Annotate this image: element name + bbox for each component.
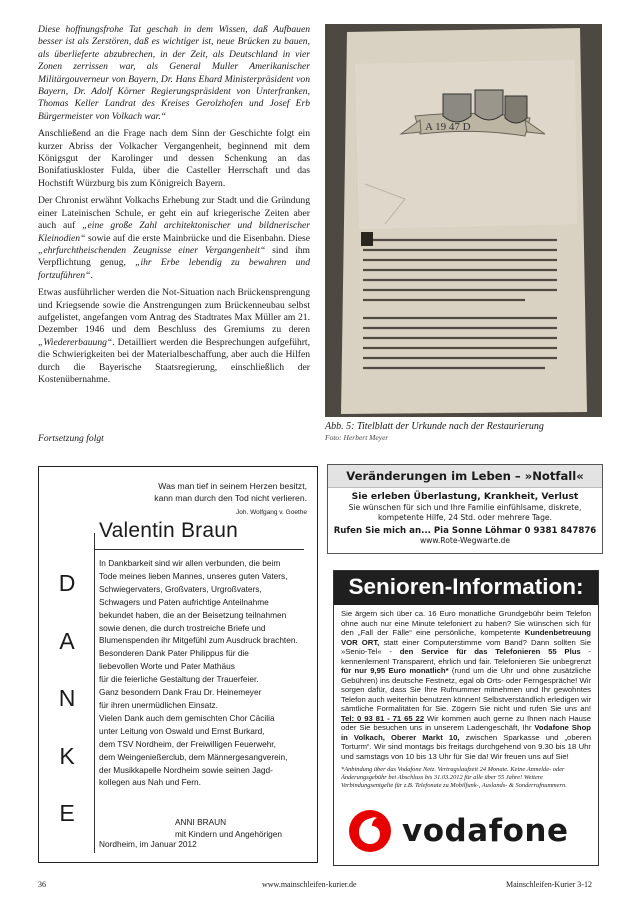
photo-caption: Abb. 5: Titelblatt der Urkunde nach der Restaurierung bbox=[325, 421, 544, 432]
bold-run: Vodafone Shop in Volkach, Oberer Markt 10, bbox=[341, 723, 591, 742]
vodafone-wordmark: vodafone bbox=[402, 813, 569, 849]
text-line: Besonderen Dank Pater Philippus für die bbox=[99, 648, 249, 659]
ad-senioren-headline: Senioren-Information: bbox=[334, 571, 598, 605]
continued-note: Fortsetzung folgt bbox=[38, 433, 104, 444]
danke-letters bbox=[55, 570, 79, 858]
text-run: sind ihm Verpflichtung genug, bbox=[38, 244, 310, 269]
obituary-notice bbox=[38, 466, 318, 863]
danke-letter: E bbox=[59, 800, 75, 826]
article-paragraph-1: Anschließend an die Frage nach dem Sinn der Geschichte folgt ein kurzer Abriss der Volkacher Vergangenheit, beginnend mit dem Königsgut der Karolinger und dessen Schenkung an das Bonifatiuskloster Fulda, über die Casteller Herrschaft und das Hochstift Würzburg bis zum Königreich Bayern. bbox=[38, 128, 310, 189]
text-line: Blumenspenden ihr Mitgefühl zum Ausdruck brachten. bbox=[99, 635, 298, 646]
text-line: unter Leitung von Oswald und Ernst Burkard, bbox=[99, 725, 265, 736]
footer-issue: Mainschleifen-Kurier 3-12 bbox=[506, 880, 592, 889]
vodafone-speechmark-icon bbox=[348, 809, 392, 853]
text-line: dem Weingeniеßerclub, dem Männergesangverein, bbox=[99, 751, 288, 762]
danke-letter: D bbox=[58, 570, 76, 596]
divider-horizontal bbox=[94, 549, 304, 550]
article-paragraph-3 bbox=[38, 287, 310, 386]
ad-senioren bbox=[333, 570, 599, 866]
bold-run: für nur 9,95 Euro monatlich* bbox=[341, 666, 449, 675]
text-line: Vielen Dank auch dem gemischten Chor Cäcilia bbox=[99, 712, 275, 723]
danke-letter: K bbox=[59, 742, 75, 769]
text-line: Tode meines lieben Mannes, unseres guten Vaters, bbox=[99, 570, 288, 581]
text-line: bekundet haben, die an der Beisetzung teilnahmen bbox=[99, 609, 287, 620]
photo-credit: Foto: Herbert Meyer bbox=[325, 433, 389, 442]
signer-name: ANNI BRAUN bbox=[175, 817, 227, 827]
document-photo bbox=[325, 24, 602, 417]
bold-run: Kundenbetreuung VOR ORT, bbox=[341, 628, 591, 647]
ad-notfall-subhead: Sie erleben Überlastung, Krankheit, Verlust bbox=[351, 491, 579, 502]
text-run: Wir kommen auch gerne zu Ihnen nach Hause oder Sie besuchen uns in unserem Ladengeschäft, Ihr bbox=[341, 713, 591, 732]
quote-run: „ehrfurchtheischenden Zeugnisse einer Vergangenheit“ bbox=[38, 244, 266, 256]
text-run: - kennenlernen! Transparent, ehrlich und fair. Telefonieren Sie unbegrenzt bbox=[341, 647, 591, 666]
quote-run: „ihr Erbe lebendig zu bewahren und fortzuführen“ bbox=[38, 257, 310, 281]
quote-run: „eine große Zahl architektonischer und bildnerischer Kleinodien“ bbox=[38, 220, 310, 244]
quote-run: „Wiedererbauung“ bbox=[38, 336, 113, 348]
obituary-text bbox=[99, 557, 311, 789]
obituary-place-date: Nordheim, im Januar 2012 bbox=[99, 839, 197, 849]
divider-vertical bbox=[94, 533, 95, 853]
quote-line: kann man durch den Tod nicht verlieren. bbox=[154, 492, 307, 503]
obituary-signature bbox=[175, 816, 282, 840]
danke-letter: A bbox=[59, 627, 75, 654]
text-line: kollegen aus Nah und Fern. bbox=[99, 777, 201, 788]
text-run: Der Chronist erwähnt Volkachs Erhebung zur Stadt und die Gründung einer Lateinischen Schule, er geht ein auf kriegerische Zeiten aber auch auf bbox=[38, 195, 310, 232]
deceased-name: Valentin Braun bbox=[99, 519, 239, 542]
danke-letter: N bbox=[58, 685, 76, 711]
text-run: Sie ärgern sich über ca. 16 Euro monatliche Grundgebühr beim Telefon ohne auch nur eine Minute telefoniert zu haben? Sie wünschen sich für den „Fall der Fälle“ eine persönliche, kompetente bbox=[341, 609, 591, 637]
ad-notfall-headline: Veränderungen im Leben – »Notfall« bbox=[328, 465, 602, 488]
text-run: statt einer Computerstimme vom Band? Dann sollten Sie »Senio-Tel« - bbox=[341, 637, 591, 656]
obituary-quote bbox=[107, 481, 307, 518]
text-line: Schwiegervaters, Großvaters, Urgroßvaters, bbox=[99, 583, 262, 594]
text-line: liebevollen Worte und Pater Mathäus bbox=[99, 661, 235, 672]
text-line: der Musikkapelle Nordheim sowie seinen Jagd- bbox=[99, 764, 273, 775]
text-run: . bbox=[90, 269, 93, 281]
bold-run: den Service für das Telefonieren 55 Plus bbox=[399, 647, 581, 656]
text-run: zwischen Sparkasse und „oberen Torturm“. Wir sind montags bis freitags durchgehend von 9.30 bis 18 Uhr und samstags von 10 bis 13 Uhr für Sie da! Wir freuen uns auf Sie! bbox=[341, 732, 591, 761]
ad-notfall-call: Rufen Sie mich an... Pia Sonne Löhmar 0 9381 847876 bbox=[333, 526, 597, 536]
text-line: dem TSV Nordheim, der Freiwilligen Feuerwehr, bbox=[99, 738, 276, 749]
footer-url[interactable]: www.mainschleifen-kurier.de bbox=[262, 880, 357, 889]
article-paragraph-2 bbox=[38, 195, 310, 282]
vodafone-logo bbox=[348, 805, 586, 857]
text-run: . Detailliert werden die Besprechungen aufgeführt, die Schwierigkeiten bei der Materialbeschaffung, aber auch die Hilfen durch die Bayerische Staatsregierung, einschließlich der Kostenübernahme. bbox=[38, 336, 310, 385]
page-number: 36 bbox=[38, 880, 46, 889]
text-run: sowie auf die erste Mainbrücke und die Eisenbahn. Diese bbox=[85, 232, 310, 244]
article-intro: Diese hoffnungsfrohe Tat geschah in dem Wissen, daß Aufbauen besser ist als Zerstören, daß es wichtiger ist, neue Brücken zu bauen, als überlieferte abzubrechen, in der Zeit, als Deutschland in vier Zonen zerrissen war, als General Muller Amerikanischer Militärgouverneur von Bayern, Dr. Hans Ehard Ministerpräsident von Bayern, Dr. Adolf Körner Regierungspräsident von Unterfranken, Thomas Keller Landrat des Kreises Gerolzhofen und Josef Erb Bürgermeister von Volkach war.“ bbox=[38, 24, 310, 122]
text-run: Etwas ausführlicher werden die Not-Situation nach Brückensprengung und Kriegsende sowie die Anstrengungen zum Brückenneubau selbst aufgelistet, angefangen vom Antrag des Stadtrates Max Müller am 21. Dezember 1946 und dem Beschluss des Gremiums zu deren bbox=[38, 287, 310, 336]
quote-line: Was man tief in seinem Herzen besitzt, bbox=[158, 481, 307, 491]
photo-caption-block bbox=[325, 421, 602, 442]
ad-notfall bbox=[327, 464, 603, 554]
document-image bbox=[325, 24, 602, 417]
text-run: (rund um die Uhr und ohne zusätzliche Gebühren) ins deutsche Festnetz, egal ob Orts- oder Ferngespräche! Wir sorgen dafür, dass Sie Ihre Rufnummer mitnehmen und Ihr gewohntes Telefon auch weiterhin benutzen können! Selbstverständlich erledigen wir sämtliche Formalitäten für Sie. Zögern Sie nicht und rufen Sie uns an! bbox=[341, 666, 591, 713]
signer-family: mit Kindern und Angehörigen bbox=[175, 829, 283, 839]
phone-number: Tel: 0 93 81 - 71 65 22 bbox=[341, 713, 425, 723]
text-line: für die feierliche Gestaltung der Trauerfeier. bbox=[99, 674, 259, 685]
banner-text: A 19 47 D bbox=[425, 121, 471, 133]
ad-notfall-body: Sie wünschen für sich und Ihre Familie einfühlsame, diskrete, kompetente Hilfe, 24 Std. oder mehrere Tage. bbox=[348, 503, 582, 522]
ad-notfall-url[interactable]: www.Rote-Wegwarte.de bbox=[419, 536, 511, 545]
text-line: für ihren unermüdlichen Einsatz. bbox=[99, 699, 218, 710]
quote-author: Joh. Wolfgang v. Goethe bbox=[236, 508, 307, 516]
text-line: Ganz besondern Dank Frau Dr. Heinemeyer bbox=[99, 687, 262, 698]
ad-senioren-body bbox=[334, 605, 598, 761]
text-line: sowie denen, die durch trostreiche Briefe und bbox=[99, 622, 266, 633]
article-column bbox=[38, 24, 310, 391]
text-line: In Dankbarkeit sind wir allen verbunden, die beim bbox=[99, 558, 281, 568]
text-line: Schwagers und Paten aufrichtige Anteilnahme bbox=[99, 596, 269, 607]
ad-senioren-footnote: *Anbindung über das Vodafone Netz. Vertragslaufzeit 24 Monate. Keine Anmelde- oder Änderungsgebühr bei Abschluss bis 31.03.2012 für alle über 55 Jahre! Weitere Verbindungsentgelte für z.B. Telefonate zu Mobilfunk-, Auslands- & Sonderrufnummern. bbox=[341, 766, 567, 790]
